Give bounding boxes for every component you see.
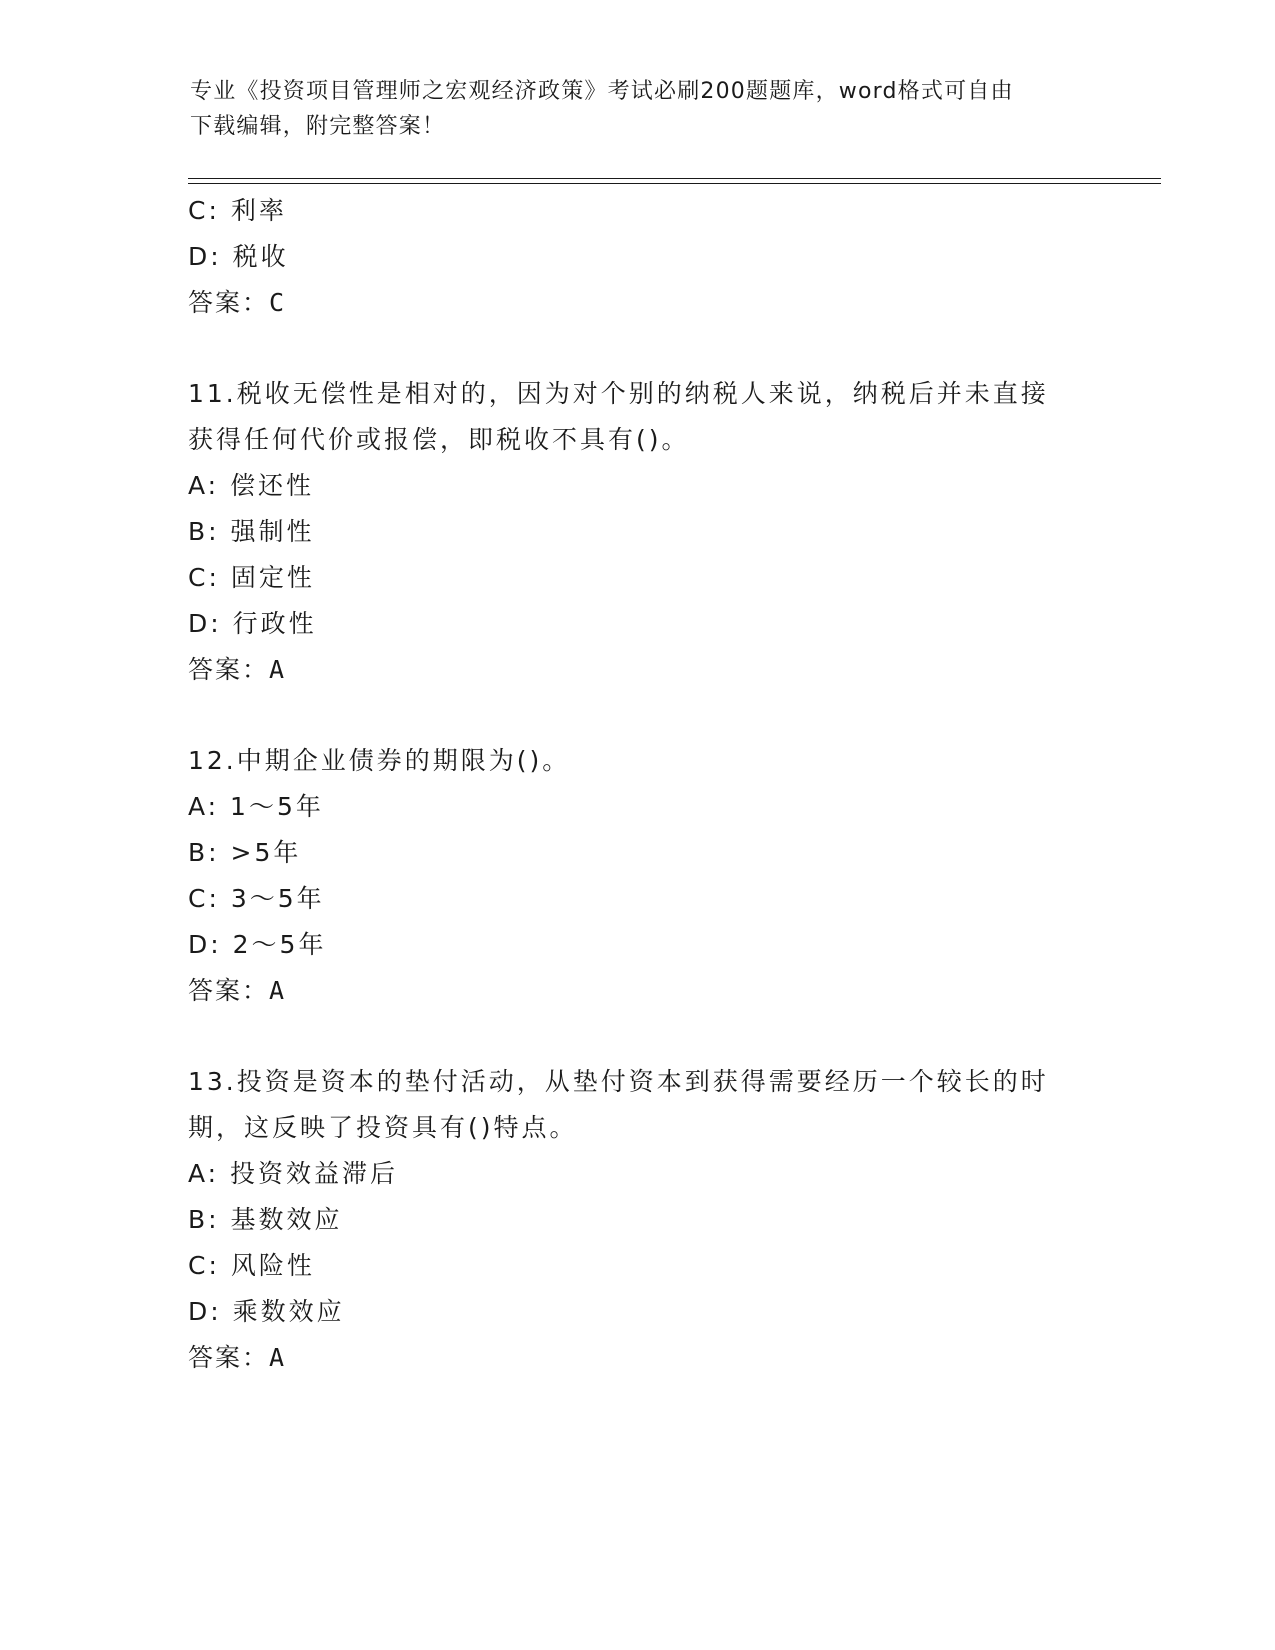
answer-line: 答案：A [188,655,287,684]
option-text: 行政性 [232,609,317,638]
header-divider-bottom [188,183,1161,184]
option-line [188,1151,1088,1197]
option-text: 2～5年 [232,930,327,959]
option-line [188,1243,1088,1289]
option-letter: D: [188,930,222,959]
option-letter: C: [188,563,220,592]
question-text-line: 13.投资是资本的垫付活动，从垫付资本到获得需要经历一个较长的时 [188,1067,1049,1096]
option-line [188,1289,1088,1335]
option-line [188,876,1088,922]
question-spacer [188,693,1088,738]
question-12 [188,738,1088,1014]
answer-line: 答案：C [188,288,287,317]
question-text-line: 获得任何代价或报偿，即税收不具有()。 [188,425,690,454]
option-letter: B: [188,517,220,546]
option-text: 投资效益滞后 [230,1159,399,1188]
answer-line: 答案：A [188,976,287,1005]
option-line [188,784,1088,830]
option-text: 风险性 [230,1251,315,1280]
option-text: 偿还性 [230,471,315,500]
answer-line: 答案：A [188,1343,287,1372]
option-line [188,601,1088,647]
option-letter: A: [188,1159,220,1188]
option-letter: A: [188,471,220,500]
question-text-line: 11.税收无偿性是相对的，因为对个别的纳税人来说，纳税后并未直接 [188,379,1049,408]
option-line [188,234,1088,280]
option-text: 基数效应 [230,1205,343,1234]
header-divider-top [188,178,1161,179]
option-letter: B: [188,838,220,867]
option-letter: C: [188,884,220,913]
option-letter: D: [188,609,222,638]
option-text: 固定性 [230,563,315,592]
previous-question-tail [188,188,1088,326]
option-text: 强制性 [230,517,315,546]
option-text: 1～5年 [230,792,324,821]
header-line-2: 下载编辑，附完整答案！ [190,114,446,139]
question-body [188,188,1088,1381]
question-text-line: 期，这反映了投资具有()特点。 [188,1113,578,1142]
option-letter: B: [188,1205,220,1234]
question-spacer [188,1014,1088,1059]
option-letter: D: [188,242,222,271]
option-line [188,188,1088,234]
question-13 [188,1059,1088,1381]
option-letter: C: [188,1251,220,1280]
question-text-line: 12.中期企业债券的期限为()。 [188,746,571,775]
option-line [188,463,1088,509]
option-line [188,1197,1088,1243]
option-text: 乘数效应 [232,1297,345,1326]
option-line [188,922,1088,968]
option-letter: D: [188,1297,222,1326]
option-text: >5年 [230,838,302,867]
option-text: 3～5年 [230,884,325,913]
question-11 [188,371,1088,693]
document-header [190,74,1090,144]
header-line-1: 专业《投资项目管理师之宏观经济政策》考试必刷200题题库，word格式可自由 [190,79,1014,104]
option-text: 利率 [230,196,287,225]
question-spacer [188,326,1088,371]
option-text: 税收 [232,242,289,271]
option-line [188,555,1088,601]
option-letter: C: [188,196,220,225]
option-line [188,830,1088,876]
option-letter: A: [188,792,220,821]
option-line [188,509,1088,555]
